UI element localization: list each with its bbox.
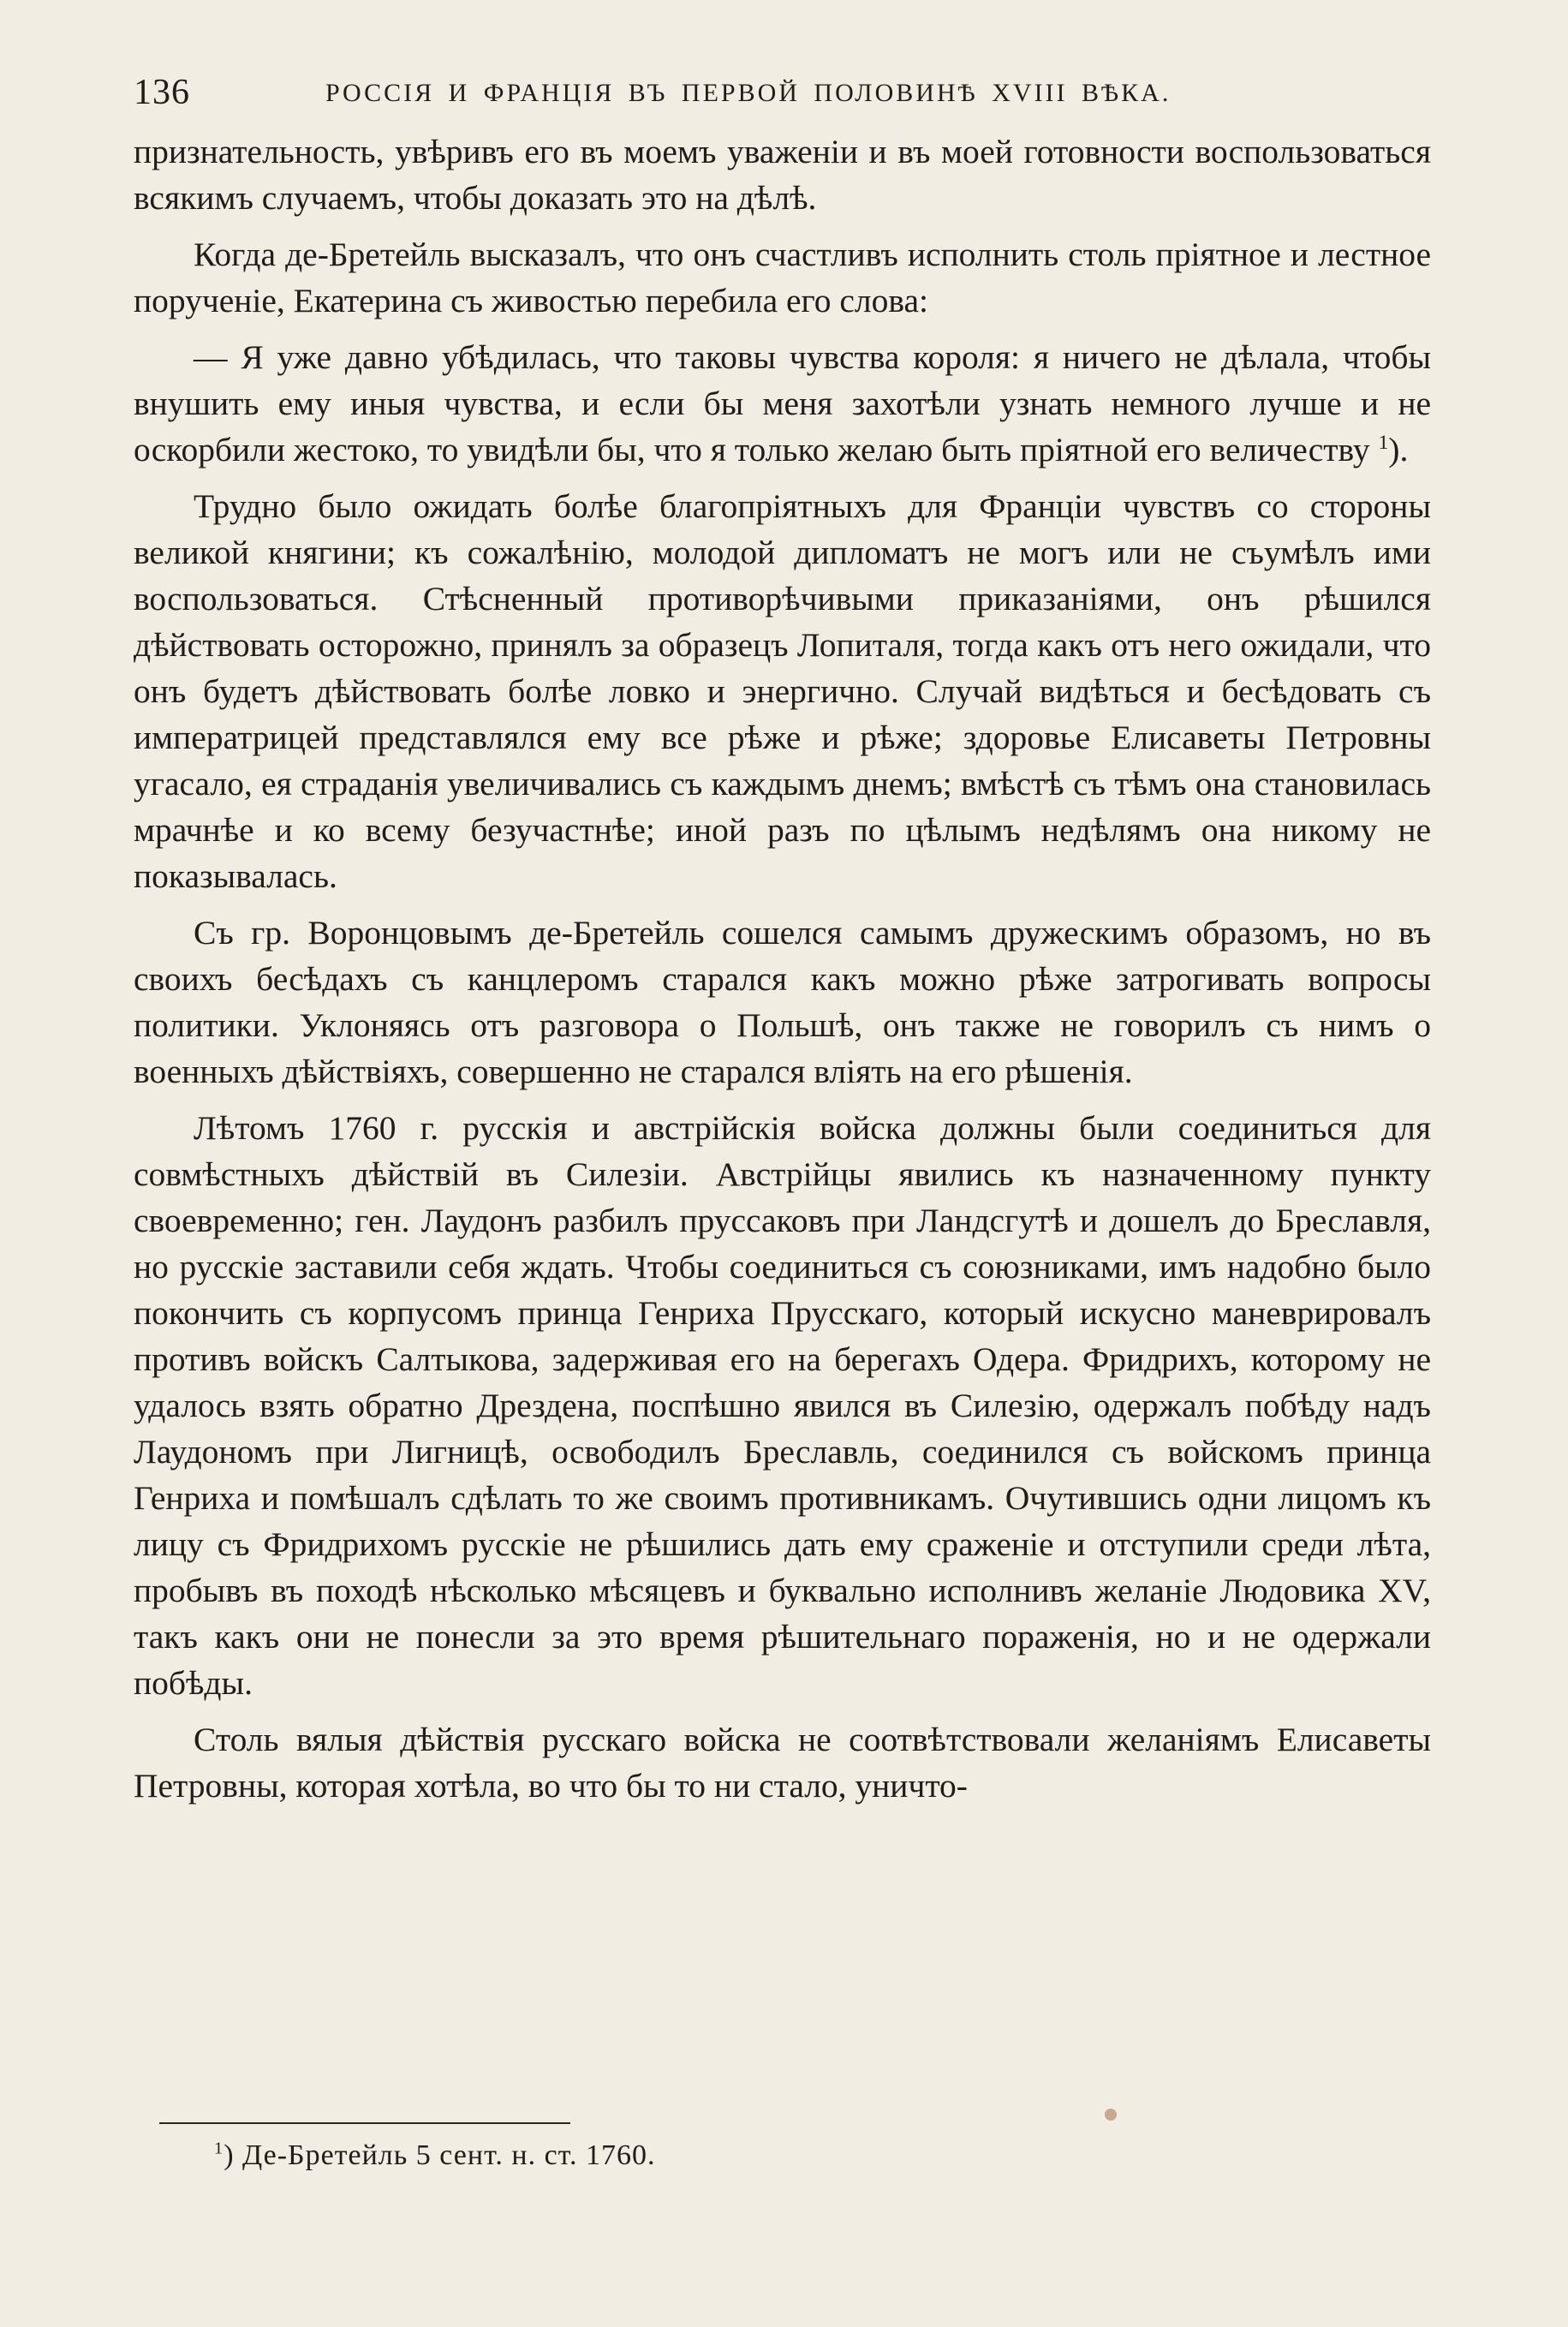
paragraph-5: Съ гр. Воронцовымъ де-Бретейль сошелся самымъ дружескимъ образомъ, но въ своихъ бесѣдахъ съ канцлеромъ старался какъ можно рѣже затрогивать вопросы политики. Уклоняясь отъ разговора о Польшѣ, онъ также не говорилъ съ нимъ о военныхъ дѣйствіяхъ, совершенно не старался вліять на его рѣшенія. xyxy=(134,914,1431,1090)
footnote-divider xyxy=(159,2122,570,2124)
footnote-text: ) Де-Бретейль 5 сент. н. ст. 1760. xyxy=(224,2139,656,2171)
paragraph-1: признательность, увѣривъ его въ моемъ уваженіи и въ моей готовности воспользоваться всякимъ случаемъ, чтобы доказать это на дѣлѣ. xyxy=(134,133,1431,217)
quote-tail: ). xyxy=(1388,431,1409,468)
quote-text: — Я уже давно убѣдилась, что таковы чувства короля: я ничего не дѣлала, чтобы внушить ему иныя чувства, и если бы меня захотѣли узнать немного лучше и не оскорбили жестоко, то увидѣли бы, что я только желаю быть пріятной его величеству xyxy=(134,338,1431,468)
footnote xyxy=(214,2139,655,2172)
paragraph-6: Лѣтомъ 1760 г. русскія и австрійскія войска должны были соединиться для совмѣстныхъ дѣйствій въ Силезіи. Австрійцы явились къ назначенному пункту своевременно; ген. Лаудонъ разбилъ пруссаковъ при Ландсгутѣ и дошелъ до Бреславля, но русскіе заставили себя ждать. Чтобы соединиться съ союзниками, имъ надобно было покончить съ корпусомъ принца Генриха Прусскаго, который искусно маневрировалъ противъ войскъ Салтыкова, задерживая его на берегахъ Одера. Фридрихъ, которому не удалось взять обратно Дрездена, поспѣшно явился въ Силезію, одержалъ побѣду надъ Лаудономъ при Лигницѣ, освободилъ Бреславль, соединился съ войскомъ принца Генриха и помѣшалъ сдѣлать то же своимъ противникамъ. Очутившись одни лицомъ къ лицу съ Фридрихомъ русскіе не рѣшились дать ему сраженіе и отступили среди лѣта, пробывъ въ походѣ нѣсколько мѣсяцевъ и буквально исполнивъ желаніе Людовика XV, такъ какъ они не понесли за это время рѣшительнаго пораженія, но и не одержали побѣды. xyxy=(134,1109,1431,1702)
paragraph-2: Когда де-Бретейль высказалъ, что онъ счастливъ исполнить столь пріятное и лестное порученіе, Екатерина съ живостью перебила его слова: xyxy=(134,236,1431,319)
paper-stain xyxy=(1105,2109,1117,2121)
paragraph-4: Трудно было ожидать болѣе благопріятныхъ для Франціи чувствъ со стороны великой княгини; къ сожалѣнію, молодой дипломатъ не могъ или не съумѣлъ ими воспользоваться. Стѣсненный противорѣчивыми приказаніями, онъ рѣшился дѣйствовать осторожно, принялъ за образецъ Лопиталя, тогда какъ отъ него ожидали, что онъ будетъ дѣйствовать болѣе ловко и энергично. Случай видѣться и бесѣдовать съ императрицей представлялся ему все рѣже и рѣже; здоровье Елисаветы Петровны угасало, ея страданія увеличивались съ каждымъ днемъ; вмѣстѣ съ тѣмъ она становилась мрачнѣе и ко всему безучастнѣе; иной разъ по цѣлымъ недѣлямъ она никому не показывалась. xyxy=(134,487,1431,895)
running-title: РОССІЯ И ФРАНЦІЯ ВЪ ПЕРВОЙ ПОЛОВИНѢ XVIII ВѢКА. xyxy=(325,79,1172,107)
footnote-marker: 1 xyxy=(214,2139,224,2158)
paragraph-quote xyxy=(134,334,1431,473)
page-number: 136 xyxy=(134,73,190,112)
body-text xyxy=(134,128,1431,1819)
footnote-reference: 1 xyxy=(1378,431,1389,454)
page-header xyxy=(128,67,1439,118)
paragraph-7: Столь вялыя дѣйствія русскаго войска не соотвѣтствовали желаніямъ Елисаветы Петровны, которая хотѣла, во что бы то ни стало, уничто- xyxy=(134,1721,1431,1805)
